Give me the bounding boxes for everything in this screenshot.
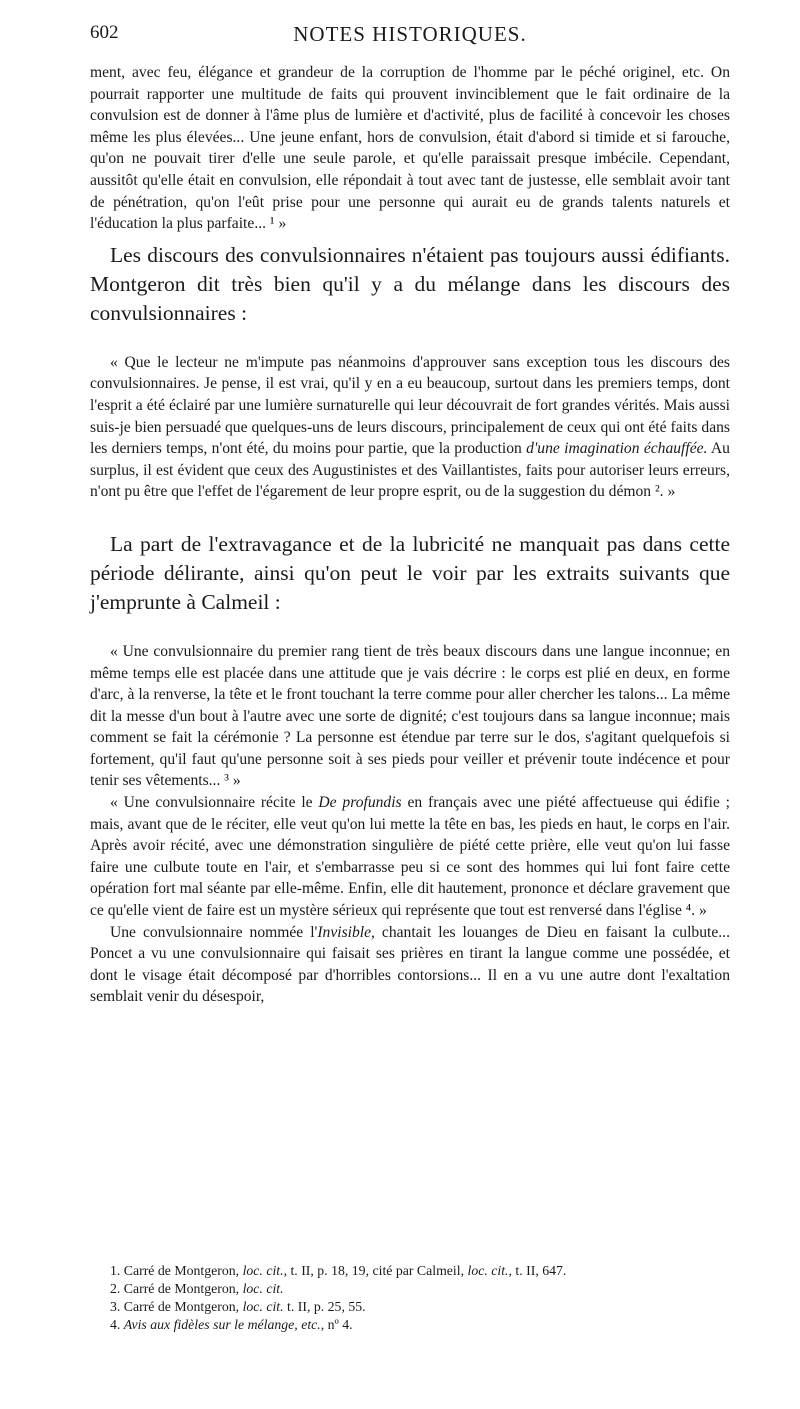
footnote-emphasis: loc. cit. — [242, 1263, 284, 1278]
paragraph-invisible — [90, 922, 730, 1008]
footnote-emphasis: loc. cit. — [242, 1299, 284, 1314]
footnote-text: , t. II, p. 18, 19, cité par Calmeil, — [283, 1263, 468, 1278]
quote-emphasis: De profundis — [318, 794, 402, 812]
paragraph-discours-intro: Les discours des convulsionnaires n'étaient pas toujours aussi édifiants. Montgeron dit très bien qu'il y a du mélange dans les discours des convulsionnaires : — [90, 242, 730, 325]
footnote-emphasis: loc. cit. — [242, 1281, 284, 1296]
paragraph-calmeil-intro: La part de l'extravagance et de la lubricité ne manquait pas dans cette période délirante, ainsi qu'on peut le voir par les extraits suivants que j'emprunte à Calmeil : — [90, 531, 730, 614]
footnote-text: t. II, p. 25, 55. — [283, 1299, 366, 1314]
footnote-text: 4. — [110, 1317, 124, 1332]
footnote-1 — [90, 1262, 730, 1280]
footnote-4 — [90, 1316, 730, 1334]
footnotes — [90, 1262, 730, 1334]
footnote-text: 3. Carré de Montgeron, — [110, 1299, 243, 1314]
body-text — [90, 62, 730, 1008]
footnote-text: 1. Carré de Montgeron, — [110, 1263, 243, 1278]
footnote-text: , t. II, 647. — [508, 1263, 567, 1278]
quote-emphasis: d'une imagination échauffée. — [526, 440, 708, 458]
page-number: 602 — [90, 22, 119, 43]
footnote-2 — [90, 1280, 730, 1298]
paragraph-emphasis: Invisible — [317, 923, 372, 941]
quote-text-end: en français avec une piété affectueuse qui édifie ; mais, avant que de le réciter, elle veut qu'on lui mette la tête en bas, les pieds en haut, le corps en l'air. Après avoir récité, avec une démonstration singulière de piété cette prière, elle veut qu'on lui fasse faire une culbute toute en l'air, et s'embarrasse peu si ce sont des hommes qui lui font faire cette opération fort mal séante par elle-même. Enfin, elle dit hautement, prononce et déclare gravement que ce qu'elle vient de faire est un mystère sérieux qui représente que tout est renversé dans l'église ⁴. » — [90, 794, 730, 920]
running-head: NOTES HISTORIQUES. — [293, 22, 527, 46]
footnote-emphasis: loc. cit. — [467, 1263, 509, 1278]
paragraph-text-end: , chantait les louanges de Dieu en faisant la culbute... Poncet a vu une convulsionnaire qui faisait ses prières en tirant la langue comme une possédée, et dont le visage était décomposé par d'horribles contorsions... Il en a vu une autre dont l'exaltation semblait venir du désespoir, — [90, 923, 730, 1006]
quote-montgeron — [90, 352, 730, 503]
quote-de-profundis — [90, 792, 730, 922]
footnote-text: , nº 4. — [320, 1317, 353, 1332]
footnote-text: 2. Carré de Montgeron, — [110, 1281, 243, 1296]
footnote-3 — [90, 1298, 730, 1316]
page-header — [90, 22, 730, 52]
quote-text: « Une convulsionnaire récite le — [110, 794, 319, 812]
quote-text-end: Au surplus, il est évident que ceux des Augustinistes et des Vaillantistes, faits pour autoriser leurs erreurs, n'ont pu être que l'effet de l'égarement de leur propre esprit, ou de la suggestion du démon ². » — [90, 440, 730, 501]
quote-text: « Que le lecteur ne m'impute pas néanmoins d'approuver sans exception tous les discours des convulsionnaires. Je pense, il est vrai, qu'il y en a eu beaucoup, surtout dans les premiers temps, dont l'esprit a été éclairé par une lumière surnaturelle qui leur découvrait de fort grandes vérités. Mais aussi suis-je bien persuadé que quelques-uns de leurs discours, principalement de ceux qui ont été faits dans les derniers temps, n'ont été, du moins pour partie, que la production — [90, 353, 730, 458]
footnote-emphasis: Avis aux fidèles sur le mélange, etc. — [123, 1317, 321, 1332]
quote-langue-inconnue: « Une convulsionnaire du premier rang tient de très beaux discours dans une langue inconnue; en même temps elle est placée dans une attitude que je vais décrire : le corps est plié en deux, en forme d'arc, à la renverse, la tête et le front touchant la terre comme pour aller chercher les talons... La même dit la messe d'un bout à l'autre avec une sorte de dignité; c'est toujours dans sa langue inconnue; mais comment se fait la cérémonie ? La personne est étendue par terre sur le dos, s'agitant quelquefois si fortement, qu'il faut qu'une personne soit à ses pieds pour veiller et prévenir toute indécence et pour tenir ses vêtements... ³ » — [90, 642, 730, 790]
paragraph-text: Une convulsionnaire nommée l' — [110, 923, 318, 941]
paragraph-continuation: ment, avec feu, élégance et grandeur de la corruption de l'homme par le péché originel, etc. On pourrait rapporter une multitude de faits qui prouvent invinciblement que le fait ordinaire de la convulsion est de donner à l'âme plus de lumière et d'activité, plus de facilité à concevoir les choses même les plus élevées... Une jeune enfant, hors de convulsion, était d'abord si timide et si farouche, qu'on ne pouvait tirer d'elle une seule parole, et qu'elle paraissait presque imbécile. Cependant, aussitôt qu'elle était en convulsion, elle répondait à tout avec tant de justesse, elle semblait avoir tant de pénétration, qu'on l'eût prise pour une personne qui aurait eu de grands talents naturels et l'éducation la plus parfaite... ¹ » — [90, 64, 730, 233]
